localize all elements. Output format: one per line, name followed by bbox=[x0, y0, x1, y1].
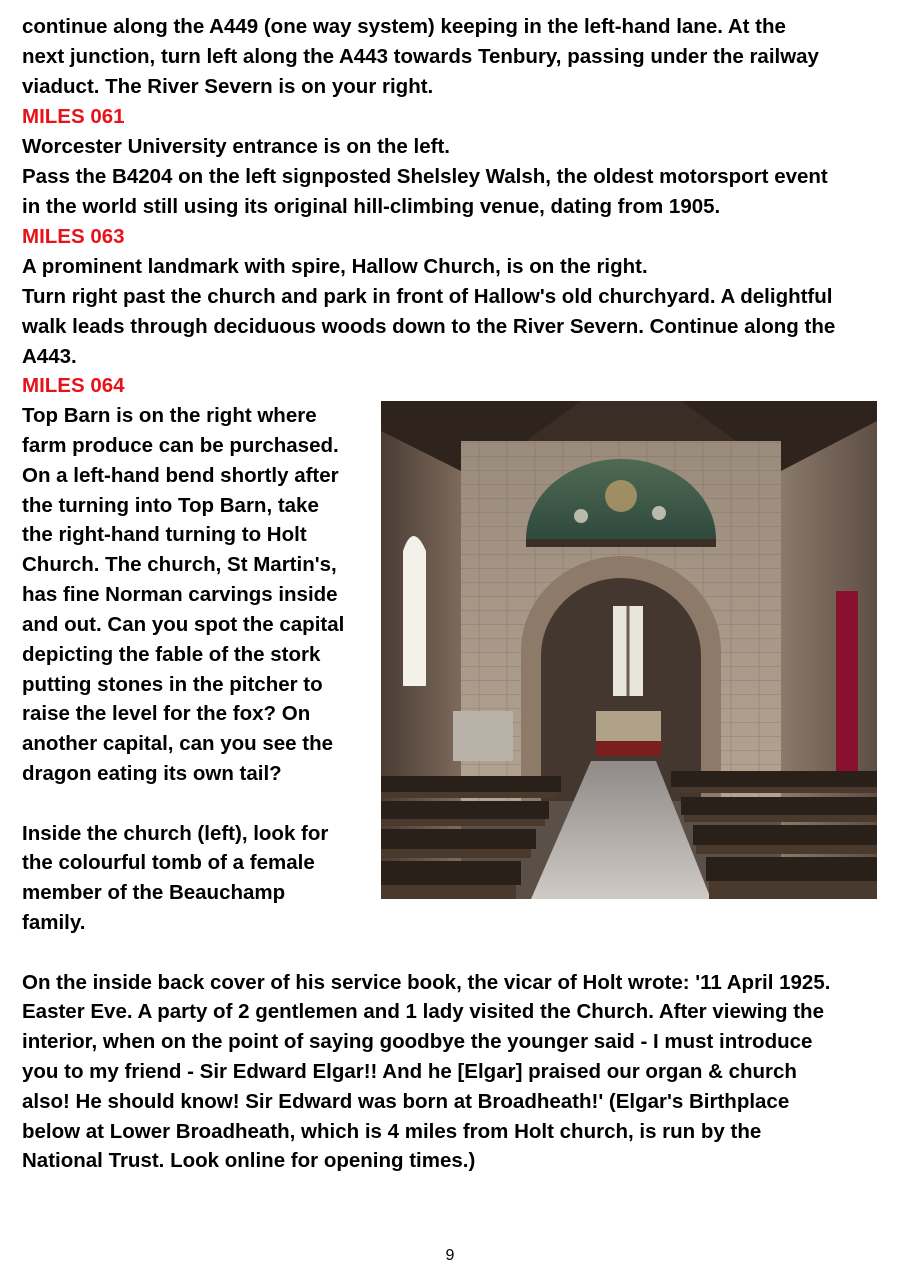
text-line: next junction, turn left along the A443 towards Tenbury, passing under the railway bbox=[22, 45, 819, 68]
church-interior-photo bbox=[381, 401, 877, 899]
text-line: On the inside back cover of his service book, the vicar of Holt wrote: '11 April 1925. bbox=[22, 971, 831, 994]
text-line: National Trust. Look online for opening times.) bbox=[22, 1149, 476, 1172]
text-line: also! He should know! Sir Edward was born at Broadheath!' (Elgar's Birthplace bbox=[22, 1090, 790, 1113]
text-line: Pass the B4204 on the left signposted Shelsley Walsh, the oldest motorsport event bbox=[22, 165, 828, 188]
text-line: depicting the fable of the stork bbox=[22, 643, 321, 666]
text-line: viaduct. The River Severn is on your right. bbox=[22, 75, 434, 98]
text-line: Turn right past the church and park in front of Hallow's old churchyard. A delightful bbox=[22, 285, 833, 308]
text-line: putting stones in the pitcher to bbox=[22, 673, 323, 696]
text-line: and out. Can you spot the capital bbox=[22, 613, 345, 636]
text-line: you to my friend - Sir Edward Elgar!! And he [Elgar] praised our organ & church bbox=[22, 1060, 797, 1083]
text-line: member of the Beauchamp bbox=[22, 881, 286, 904]
text-line: Worcester University entrance is on the left. bbox=[22, 135, 450, 158]
text-line: Top Barn is on the right where bbox=[22, 404, 317, 427]
text-line: the colourful tomb of a female bbox=[22, 851, 315, 874]
text-line: dragon eating its own tail? bbox=[22, 762, 282, 785]
text-line: On a left-hand bend shortly after bbox=[22, 464, 339, 487]
text-line: below at Lower Broadheath, which is 4 miles from Holt church, is run by the bbox=[22, 1120, 762, 1143]
text-line: A443. bbox=[22, 345, 77, 368]
text-line: in the world still using its original hill-climbing venue, dating from 1905. bbox=[22, 195, 721, 218]
mileage-heading: MILES 061 bbox=[22, 105, 125, 128]
text-line: A prominent landmark with spire, Hallow Church, is on the right. bbox=[22, 255, 648, 278]
text-line: continue along the A449 (one way system) keeping in the left-hand lane. At the bbox=[22, 15, 786, 38]
text-line: Inside the church (left), look for bbox=[22, 822, 329, 845]
text-line: interior, when on the point of saying goodbye the younger said - I must introduce bbox=[22, 1030, 813, 1053]
text-line: another capital, can you see the bbox=[22, 732, 334, 755]
mileage-heading: MILES 064 bbox=[22, 374, 125, 397]
text-line: walk leads through deciduous woods down to the River Severn. Continue along the bbox=[22, 315, 836, 338]
text-line: Easter Eve. A party of 2 gentlemen and 1 lady visited the Church. After viewing the bbox=[22, 1000, 824, 1023]
page-number: 9 bbox=[445, 1247, 455, 1264]
text-line: has fine Norman carvings inside bbox=[22, 583, 338, 606]
text-line: family. bbox=[22, 911, 86, 934]
text-line: the turning into Top Barn, take bbox=[22, 494, 319, 517]
text-line: raise the level for the fox? On bbox=[22, 702, 311, 725]
text-line: Church. The church, St Martin's, bbox=[22, 553, 337, 576]
mileage-heading: MILES 063 bbox=[22, 225, 125, 248]
text-line: the right-hand turning to Holt bbox=[22, 523, 307, 546]
text-line: farm produce can be purchased. bbox=[22, 434, 339, 457]
